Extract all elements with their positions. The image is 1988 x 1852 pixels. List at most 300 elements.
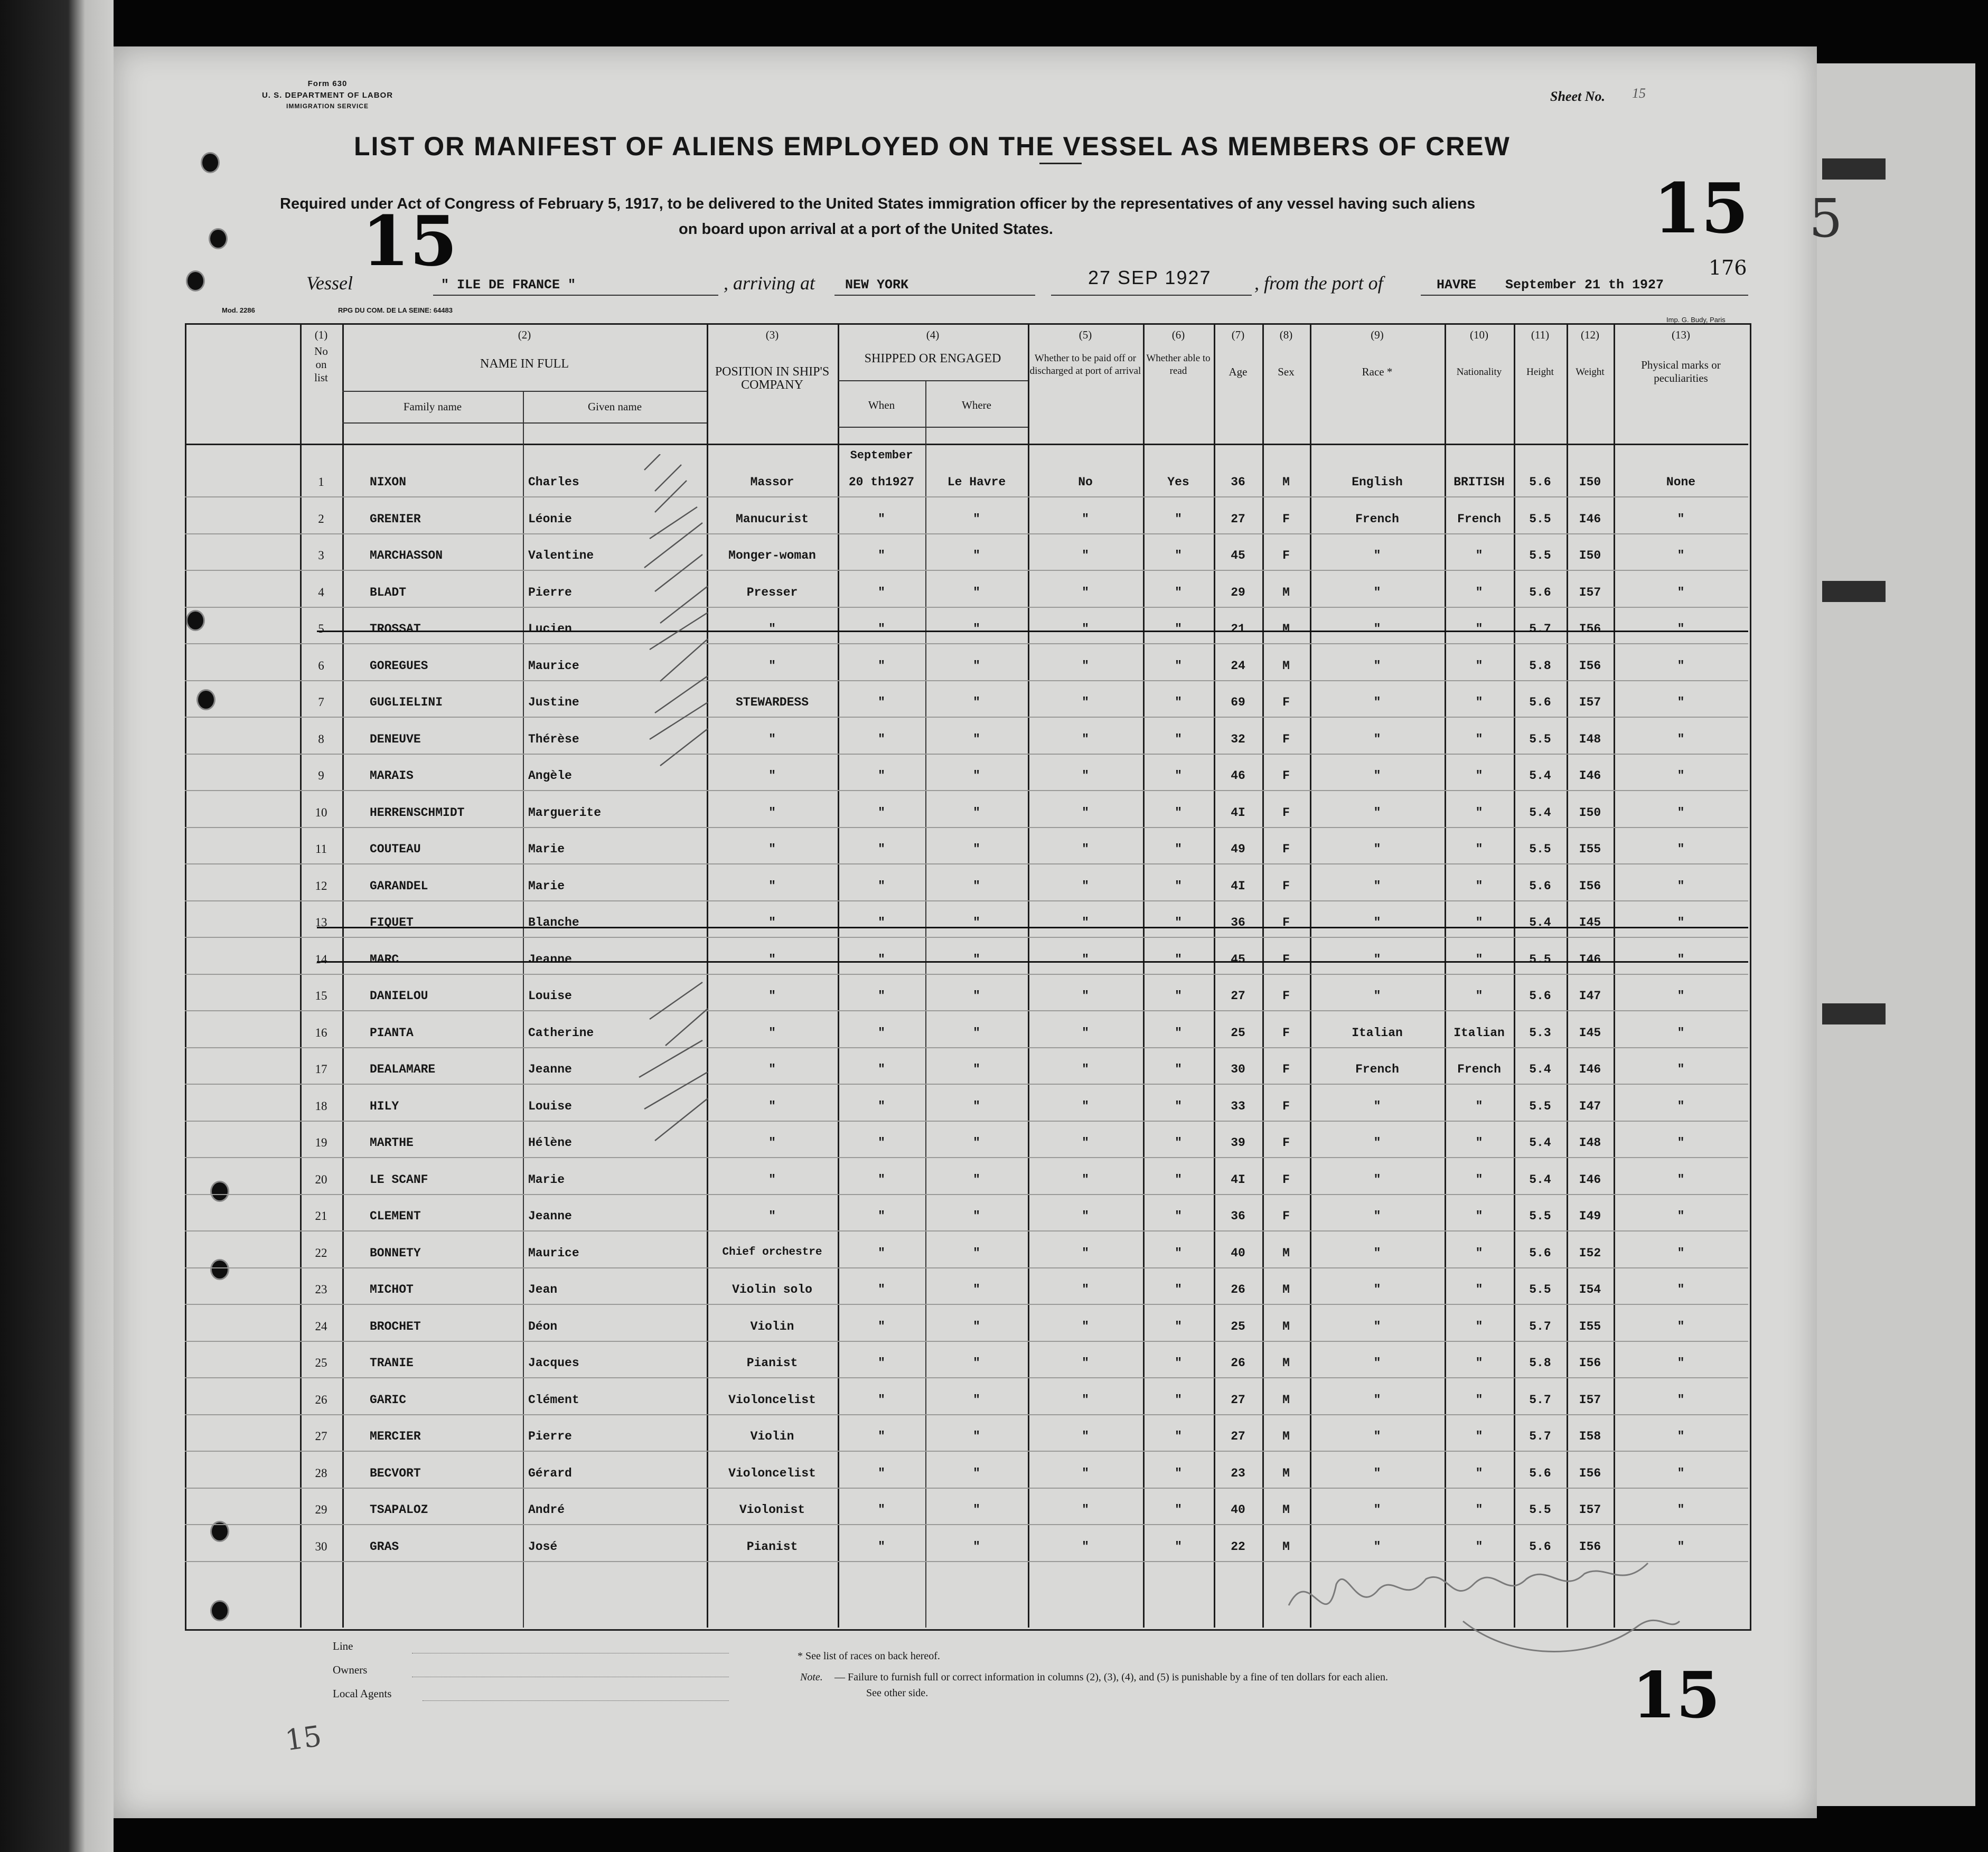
row-rule: [185, 1157, 1748, 1158]
height: 5.6: [1529, 1246, 1551, 1260]
row-rule: [185, 680, 1748, 681]
height: 5.5: [1529, 549, 1551, 562]
row-number: 9: [318, 769, 324, 782]
row-rule: [185, 827, 1748, 828]
position: ": [768, 1063, 776, 1076]
physical-marks: ": [1677, 512, 1685, 526]
family-name: BONNETY: [370, 1246, 421, 1260]
sex: M: [1282, 1430, 1290, 1443]
paid-off: ": [1082, 1063, 1089, 1076]
paid-off: ": [1082, 1246, 1089, 1260]
stamp-number-bottom: 15: [1632, 1658, 1720, 1733]
able-to-read: ": [1175, 1209, 1182, 1223]
shipped-where: ": [973, 953, 980, 966]
row-number: 27: [315, 1430, 327, 1443]
age: 27: [1231, 512, 1245, 526]
weight: I50: [1579, 475, 1601, 489]
given-name: Gérard: [528, 1466, 572, 1480]
weight: I55: [1579, 842, 1601, 856]
age: 23: [1231, 1466, 1245, 1480]
height: 5.7: [1529, 1393, 1551, 1407]
from-port-label: , from the port of: [1254, 272, 1383, 294]
nationality: ": [1475, 916, 1483, 929]
race: ": [1373, 695, 1381, 709]
physical-marks: ": [1677, 1026, 1685, 1040]
position: ": [768, 806, 776, 820]
family-name: GRAS: [370, 1540, 399, 1554]
given-name: André: [528, 1503, 565, 1517]
race: ": [1373, 1393, 1381, 1407]
position: Violin solo: [732, 1283, 812, 1296]
physical-marks: ": [1677, 1173, 1685, 1187]
position: ": [768, 1209, 776, 1223]
race: ": [1373, 1466, 1381, 1480]
given-name: Lucien: [528, 622, 572, 636]
physical-marks: ": [1677, 659, 1685, 673]
paid-off: ": [1082, 549, 1089, 562]
position: Pianist: [746, 1540, 798, 1554]
position: Massor: [750, 475, 794, 489]
form-number: Form 630: [307, 79, 348, 88]
height: 5.4: [1529, 1173, 1551, 1187]
age: 69: [1231, 695, 1245, 709]
col13-number: (13): [1672, 328, 1690, 341]
physical-marks: ": [1677, 1430, 1685, 1443]
row-rule: [185, 1230, 1748, 1231]
race: ": [1373, 586, 1381, 599]
shipped-when: ": [878, 695, 885, 709]
given-name: Clément: [528, 1393, 579, 1407]
physical-marks: ": [1677, 1503, 1685, 1517]
paid-off: ": [1082, 1320, 1089, 1333]
race: ": [1373, 989, 1381, 1003]
weight: I57: [1579, 695, 1601, 709]
race: ": [1373, 879, 1381, 893]
given-name: Pierre: [528, 586, 572, 599]
physical-marks: ": [1677, 1136, 1685, 1150]
race: English: [1352, 475, 1403, 489]
shipped-when: ": [878, 1283, 885, 1296]
stamp-number-right: 15: [1653, 168, 1749, 249]
paid-off: ": [1082, 842, 1089, 856]
position: Violonist: [739, 1503, 805, 1517]
shipped-when: ": [878, 842, 885, 856]
col1-number: (1): [314, 328, 328, 341]
sex: M: [1282, 475, 1290, 489]
nationality: French: [1457, 512, 1501, 526]
weight: I47: [1579, 989, 1601, 1003]
shipped-when: ": [878, 1503, 885, 1517]
sheet-label: Sheet No.: [1550, 89, 1605, 104]
paid-off: ": [1082, 806, 1089, 820]
given-name: Léonie: [528, 512, 572, 526]
row-rule: [185, 863, 1748, 864]
shipped-where: ": [973, 1466, 980, 1480]
shipped-where: ": [973, 1173, 980, 1187]
position: ": [768, 842, 776, 856]
sex: F: [1282, 695, 1290, 709]
able-to-read: ": [1175, 1136, 1182, 1150]
family-name: TRANIE: [370, 1356, 414, 1370]
able-to-read: ": [1175, 1503, 1182, 1517]
row-number: 23: [315, 1283, 327, 1296]
given-name: Angèle: [528, 769, 572, 783]
shipped-when: ": [878, 916, 885, 929]
height: 5.4: [1529, 806, 1551, 820]
scan-strip: [1822, 1003, 1886, 1024]
shipped-where: ": [973, 879, 980, 893]
row-rule: [185, 1084, 1748, 1085]
paid-off: ": [1082, 1173, 1089, 1187]
row-rule: [185, 937, 1748, 938]
physical-marks: ": [1677, 1283, 1685, 1296]
nationality: ": [1475, 806, 1483, 820]
sex: F: [1282, 732, 1290, 746]
sex: M: [1282, 1246, 1290, 1260]
position: Monger-woman: [728, 549, 816, 562]
shipped-when: ": [878, 806, 885, 820]
age: 46: [1231, 769, 1245, 783]
row-number: 6: [318, 659, 324, 672]
strikethrough-row-13: [317, 927, 1748, 928]
age: 25: [1231, 1026, 1245, 1040]
weight: I56: [1579, 1356, 1601, 1370]
shipped-when: ": [878, 732, 885, 746]
col8-header: Sex: [1278, 365, 1295, 378]
paid-off: ": [1082, 989, 1089, 1003]
shipped-where: ": [973, 1283, 980, 1296]
sex: M: [1282, 622, 1290, 636]
pencil-check-marks: [581, 454, 718, 1193]
row-number: 28: [315, 1466, 327, 1480]
weight: I45: [1579, 916, 1601, 929]
height: 5.7: [1529, 1320, 1551, 1333]
shipped-when: 20 th1927: [848, 475, 915, 489]
given-name: Justine: [528, 695, 579, 709]
age: 4I: [1231, 879, 1245, 893]
paid-off: ": [1082, 1393, 1089, 1407]
paid-off: ": [1082, 732, 1089, 746]
col9-header: Race *: [1362, 365, 1393, 378]
family-name: MARCHASSON: [370, 549, 443, 562]
row-number: 16: [315, 1026, 327, 1039]
physical-marks: ": [1677, 1246, 1685, 1260]
position: Violoncelist: [728, 1393, 816, 1407]
arriving-port: NEW YORK: [845, 277, 909, 293]
nationality: ": [1475, 769, 1483, 783]
sex: F: [1282, 1209, 1290, 1223]
race: ": [1373, 953, 1381, 966]
physical-marks: None: [1666, 475, 1696, 489]
height: 5.5: [1529, 512, 1551, 526]
paid-off: ": [1082, 1099, 1089, 1113]
family-name: PIANTA: [370, 1026, 414, 1040]
given-name: Maurice: [528, 659, 579, 673]
shipped-where: ": [973, 1209, 980, 1223]
physical-marks: ": [1677, 1320, 1685, 1333]
footer-owners-label: Owners: [333, 1663, 368, 1676]
position: ": [768, 769, 776, 783]
family-name: MARTHE: [370, 1136, 414, 1150]
row-rule: [185, 1377, 1748, 1378]
height: 5.5: [1529, 732, 1551, 746]
age: 24: [1231, 659, 1245, 673]
shipped-when: ": [878, 1320, 885, 1333]
row-rule: [185, 900, 1748, 901]
sex: M: [1282, 1320, 1290, 1333]
shipped-when: ": [878, 1466, 885, 1480]
family-name: MICHOT: [370, 1283, 414, 1296]
paid-off: ": [1082, 1283, 1089, 1296]
position: ": [768, 1173, 776, 1187]
race: ": [1373, 1209, 1381, 1223]
footer-agents-label: Local Agents: [333, 1687, 392, 1700]
race: ": [1373, 659, 1381, 673]
age: 30: [1231, 1063, 1245, 1076]
note-label: Note.: [800, 1671, 823, 1683]
paid-off: ": [1082, 953, 1089, 966]
nationality: ": [1475, 842, 1483, 856]
physical-marks: ": [1677, 1209, 1685, 1223]
paid-off: No: [1078, 475, 1093, 489]
races-note: * See list of races on back hereof.: [798, 1650, 940, 1662]
row-number: 20: [315, 1173, 327, 1186]
col5-number: (5): [1079, 328, 1092, 341]
physical-marks: ": [1677, 1540, 1685, 1554]
race: ": [1373, 549, 1381, 562]
col4-number: (4): [926, 328, 940, 341]
paid-off: ": [1082, 586, 1089, 599]
position: ": [768, 989, 776, 1003]
physical-marks: ": [1677, 1356, 1685, 1370]
able-to-read: ": [1175, 1099, 1182, 1113]
position: Chief orchestre: [722, 1246, 822, 1258]
vessel-label: Vessel: [306, 272, 353, 294]
given-name: Charles: [528, 475, 579, 489]
given-name: Pierre: [528, 1430, 572, 1443]
nationality: ": [1475, 1320, 1483, 1333]
weight: I56: [1579, 1466, 1601, 1480]
able-to-read: ": [1175, 1320, 1182, 1333]
col5-header: Whether to be paid off or discharged at port of arrival: [1029, 353, 1141, 377]
able-to-read: ": [1175, 1466, 1182, 1480]
shipped-where: ": [973, 1026, 980, 1040]
col2-number: (2): [518, 328, 531, 341]
position: Violoncelist: [728, 1466, 816, 1480]
height: 5.3: [1529, 1026, 1551, 1040]
given-name: Jacques: [528, 1356, 579, 1370]
row-rule: [185, 1267, 1748, 1268]
row-rule: [185, 1341, 1748, 1342]
col2-family-header: Family name: [403, 400, 462, 413]
sex: F: [1282, 806, 1290, 820]
shipped-when: ": [878, 512, 885, 526]
family-name: GARANDEL: [370, 879, 428, 893]
weight: I56: [1579, 879, 1601, 893]
age: 27: [1231, 989, 1245, 1003]
row-number: 15: [315, 989, 327, 1002]
shipped-when: ": [878, 1540, 885, 1554]
col7-number: (7): [1231, 328, 1245, 341]
shipped-where: ": [973, 695, 980, 709]
given-name: Hélène: [528, 1136, 572, 1150]
note-text: — Failure to furnish full or correct information in columns (2), (3), (4), and (5) is punishable by a fine of ten dollars for each alien.: [834, 1671, 1389, 1683]
row-rule: [185, 1121, 1748, 1122]
paid-off: ": [1082, 1356, 1089, 1370]
shipped-where: ": [973, 916, 980, 929]
col11-number: (11): [1531, 328, 1550, 341]
height: 5.4: [1529, 769, 1551, 783]
row-number: 12: [315, 879, 327, 892]
weight: I46: [1579, 953, 1601, 966]
row-rule: [185, 607, 1748, 608]
physical-marks: ": [1677, 1063, 1685, 1076]
able-to-read: ": [1175, 549, 1182, 562]
paid-off: ": [1082, 1466, 1089, 1480]
shipped-when: ": [878, 586, 885, 599]
position: STEWARDESS: [735, 695, 809, 709]
family-name: MARAIS: [370, 769, 414, 783]
family-name: TSAPALOZ: [370, 1503, 428, 1517]
sheet-value: 15: [1632, 86, 1646, 101]
paid-off: ": [1082, 1540, 1089, 1554]
scan-right-pages: [1817, 63, 1975, 1806]
family-name: MERCIER: [370, 1430, 421, 1443]
nationality: ": [1475, 1430, 1483, 1443]
see-other-side: See other side.: [866, 1687, 929, 1699]
shipped-where: ": [973, 1246, 980, 1260]
height: 5.4: [1529, 1136, 1551, 1150]
col6-header: Whether able to read: [1146, 353, 1211, 377]
shipped-when: ": [878, 1136, 885, 1150]
nationality: ": [1475, 879, 1483, 893]
shipped-where: ": [973, 512, 980, 526]
row-number: 24: [315, 1320, 327, 1333]
position: ": [768, 1026, 776, 1040]
age: 33: [1231, 1099, 1245, 1113]
age: 26: [1231, 1283, 1245, 1296]
position: ": [768, 659, 776, 673]
height: 5.5: [1529, 1209, 1551, 1223]
sex: F: [1282, 512, 1290, 526]
shipped-when: ": [878, 1099, 885, 1113]
able-to-read: ": [1175, 622, 1182, 636]
given-name: Marie: [528, 842, 565, 856]
footer-line-label: Line: [333, 1640, 353, 1652]
position: ": [768, 1099, 776, 1113]
physical-marks: ": [1677, 842, 1685, 856]
nationality: ": [1475, 1136, 1483, 1150]
family-name: GUGLIELINI: [370, 695, 443, 709]
family-name: GOREGUES: [370, 659, 428, 673]
position: ": [768, 1136, 776, 1150]
weight: I57: [1579, 1503, 1601, 1517]
given-name: Déon: [528, 1320, 558, 1333]
row-rule: [185, 1488, 1748, 1489]
able-to-read: ": [1175, 732, 1182, 746]
race: ": [1373, 1173, 1381, 1187]
printer-right: Imp. G. Budy, Paris: [1666, 316, 1726, 324]
position: ": [768, 622, 776, 636]
physical-marks: ": [1677, 769, 1685, 783]
paid-off: ": [1082, 879, 1089, 893]
height: 5.4: [1529, 1063, 1551, 1076]
age: 36: [1231, 1209, 1245, 1223]
age: 27: [1231, 1393, 1245, 1407]
sex: M: [1282, 586, 1290, 599]
row-rule: [185, 1010, 1748, 1011]
paid-off: ": [1082, 769, 1089, 783]
department: U. S. DEPARTMENT OF LABOR: [261, 91, 393, 100]
paid-off: ": [1082, 1503, 1089, 1517]
height: 5.8: [1529, 1356, 1551, 1370]
family-name: NIXON: [370, 475, 407, 489]
age: 49: [1231, 842, 1245, 856]
able-to-read: ": [1175, 916, 1182, 929]
position: Violin: [750, 1430, 794, 1443]
able-to-read: ": [1175, 512, 1182, 526]
row-rule: [185, 533, 1748, 534]
age: 36: [1231, 475, 1245, 489]
family-name: BROCHET: [370, 1320, 421, 1333]
height: 5.5: [1529, 1283, 1551, 1296]
nationality: ": [1475, 659, 1483, 673]
race: French: [1355, 1063, 1399, 1076]
shipped-when: ": [878, 1356, 885, 1370]
col10-header: Nationality: [1456, 366, 1502, 378]
race: ": [1373, 806, 1381, 820]
weight: I52: [1579, 1246, 1601, 1260]
sex: M: [1282, 1466, 1290, 1480]
able-to-read: ": [1175, 879, 1182, 893]
physical-marks: ": [1677, 732, 1685, 746]
age: 40: [1231, 1246, 1245, 1260]
punch-hole: [209, 228, 228, 249]
age: 36: [1231, 916, 1245, 929]
position: Presser: [746, 586, 798, 599]
family-name: LE SCANF: [370, 1173, 428, 1187]
physical-marks: ": [1677, 953, 1685, 966]
shipped-where: ": [973, 1063, 980, 1076]
physical-marks: ": [1677, 586, 1685, 599]
family-name: TROSSAT: [370, 622, 421, 636]
weight: I54: [1579, 1283, 1601, 1296]
given-name: Jeanne: [528, 1209, 572, 1223]
col3-number: (3): [765, 328, 779, 341]
sex: F: [1282, 842, 1290, 856]
shipped-when: ": [878, 1173, 885, 1187]
given-name: Marguerite: [528, 806, 602, 820]
age: 27: [1231, 1430, 1245, 1443]
position: ": [768, 916, 776, 929]
required-line-2: on board upon arrival at a port of the United States.: [679, 221, 1053, 238]
shipped-when: ": [878, 659, 885, 673]
able-to-read: ": [1175, 1063, 1182, 1076]
shipped-where: ": [973, 1393, 980, 1407]
shipped-when: ": [878, 1430, 885, 1443]
paid-off: ": [1082, 659, 1089, 673]
row-rule: [185, 1524, 1748, 1525]
family-name: GRENIER: [370, 512, 421, 526]
given-name: Jeanne: [528, 1063, 572, 1076]
sex: F: [1282, 953, 1290, 966]
height: 5.6: [1529, 475, 1551, 489]
row-rule: [185, 754, 1748, 755]
given-name: Marie: [528, 1173, 565, 1187]
row-number: 1: [318, 475, 324, 488]
height: 5.4: [1529, 916, 1551, 929]
able-to-read: ": [1175, 1540, 1182, 1554]
